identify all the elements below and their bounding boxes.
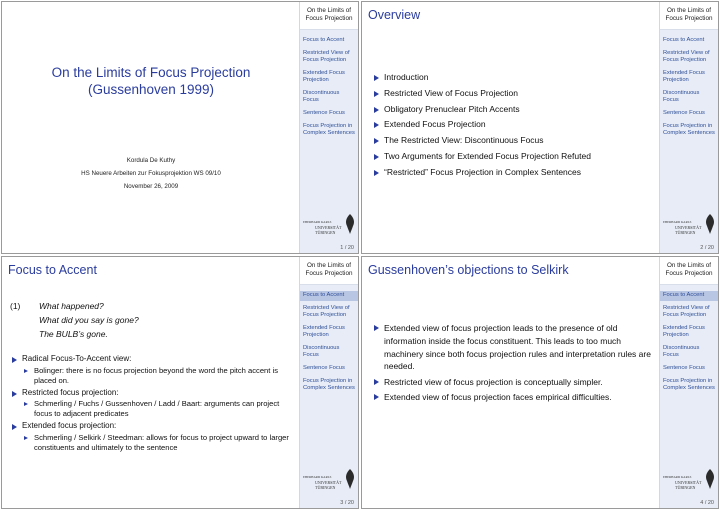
slide-2: [361, 1, 719, 254]
institution: HS Neuere Arbeiten zur Fokusprojektion WS 09/10: [81, 170, 221, 177]
slide-4-content: [362, 257, 660, 508]
logo-text-line2: UNIVERSITÄT: [315, 225, 342, 230]
slide-2-content: [362, 2, 660, 253]
sidebar-item-extended-focus[interactable]: Extended Focus Projection: [663, 70, 705, 83]
slide-1-content: [2, 2, 300, 253]
sidebar-title-line1: On the Limits of: [666, 7, 712, 14]
university-logo: [663, 213, 717, 239]
slide-4: [361, 256, 719, 509]
overview-list: [372, 72, 591, 183]
sidebar-title-line1: On the Limits of: [306, 262, 352, 269]
overview-item[interactable]: “Restricted” Focus Projection in Complex Sentences: [372, 167, 591, 177]
list-item: Extended view of focus projection faces empirical difficulties.: [372, 391, 654, 404]
sidebar-title-line2: Focus Projection: [665, 14, 713, 22]
page-number: 1 / 20: [340, 245, 354, 251]
overview-item[interactable]: Introduction: [372, 72, 591, 82]
university-seal-icon: [703, 213, 717, 235]
list-item: [10, 421, 292, 453]
sidebar-header[interactable]: [660, 2, 718, 30]
presentation-title: [2, 64, 300, 98]
page-number: 4 / 20: [700, 500, 714, 506]
overview-item[interactable]: The Restricted View: Discontinuous Focus: [372, 135, 591, 145]
sidebar-item-sentence-focus[interactable]: Sentence Focus: [303, 110, 345, 116]
overview-item[interactable]: Two Arguments for Extended Focus Projection Refuted: [372, 151, 591, 161]
university-seal-icon: [343, 213, 357, 235]
sidebar-title-line2: Focus Projection: [305, 269, 353, 277]
list-item: Extended view of focus projection leads to the presence of old information inside the focus constituent. This leads to too much machinery since both focus projection rules and interpretation rules are needed.: [372, 322, 654, 373]
slide-title: Focus to Accent: [8, 263, 97, 277]
sidebar-title-line2: Focus Projection: [305, 14, 353, 22]
slide-1: [1, 1, 359, 254]
sidebar-item-sentence-focus[interactable]: Sentence Focus: [663, 365, 705, 371]
sidebar-item-complex-sentences[interactable]: Focus Projection in Complex Sentences: [303, 123, 355, 136]
logo-text-line3: TÜBINGEN: [315, 230, 336, 235]
logo-text-line3: TÜBINGEN: [675, 230, 696, 235]
sidebar-item-complex-sentences[interactable]: Focus Projection in Complex Sentences: [663, 378, 715, 391]
objections-list: [372, 322, 654, 406]
sidebar-nav: [659, 257, 718, 508]
sidebar-header[interactable]: [300, 257, 358, 285]
list-item: [10, 388, 292, 420]
sidebar-item-sentence-focus[interactable]: Sentence Focus: [303, 365, 345, 371]
logo-text-line1: EBERHARD KARLS: [663, 220, 692, 224]
logo-text-line2: UNIVERSITÄT: [675, 225, 702, 230]
list-item-text: Extended focus projection:: [22, 421, 117, 430]
sidebar-title-line1: On the Limits of: [666, 262, 712, 269]
sidebar-item-extended-focus[interactable]: Extended Focus Projection: [663, 325, 705, 338]
sidebar-nav: [299, 257, 358, 508]
sidebar-title-line1: On the Limits of: [306, 7, 352, 14]
sidebar-title-line2: Focus Projection: [665, 269, 713, 277]
sidebar-item-focus-to-accent[interactable]: Focus to Accent: [303, 37, 345, 43]
list-item-text: Radical Focus-To-Accent view:: [22, 354, 132, 363]
sidebar-item-discontinuous-focus[interactable]: Discontinuous Focus: [663, 345, 700, 358]
sidebar-item-complex-sentences[interactable]: Focus Projection in Complex Sentences: [663, 123, 715, 136]
sidebar-item-discontinuous-focus[interactable]: Discontinuous Focus: [303, 345, 340, 358]
university-seal-icon: [343, 468, 357, 490]
slide-title: Overview: [368, 8, 421, 22]
sidebar-item-discontinuous-focus[interactable]: Discontinuous Focus: [303, 90, 340, 103]
overview-item[interactable]: Obligatory Prenuclear Pitch Accents: [372, 104, 591, 114]
sidebar-nav: [659, 2, 718, 253]
sub-list-item: Schmerling / Selkirk / Steedman: allows for focus to project upward to larger constituents and ultimately to the sentence: [22, 433, 292, 453]
slide-3-content: [2, 257, 300, 508]
sub-list-item: Bolinger: there is no focus projection beyond the word the pitch accent is placed on.: [22, 366, 292, 386]
sub-list-item: Schmerling / Fuchs / Gussenhoven / Ladd / Baart: arguments can project focus to adjacent predicates: [22, 399, 292, 419]
sidebar-header[interactable]: [300, 2, 358, 30]
page-number: 3 / 20: [340, 500, 354, 506]
list-item: [10, 354, 292, 386]
logo-text-line2: UNIVERSITÄT: [675, 480, 702, 485]
university-logo: [303, 213, 357, 239]
sidebar-item-restricted-view[interactable]: Restricted View of Focus Projection: [663, 305, 710, 318]
presentation-title-line2: (Gussenhoven 1999): [87, 82, 215, 97]
presentation-title-line1: On the Limits of Focus Projection: [51, 65, 251, 80]
sidebar-item-focus-to-accent[interactable]: Focus to Accent: [300, 291, 358, 301]
date: November 26, 2009: [123, 183, 179, 190]
sidebar-item-focus-to-accent[interactable]: Focus to Accent: [663, 37, 705, 43]
university-logo: [303, 468, 357, 494]
focus-views-list: [10, 354, 292, 455]
sidebar-item-discontinuous-focus[interactable]: Discontinuous Focus: [663, 90, 700, 103]
example-line: What did you say is gone?: [39, 315, 139, 325]
sidebar-item-restricted-view[interactable]: Restricted View of Focus Projection: [303, 305, 350, 318]
sidebar-item-sentence-focus[interactable]: Sentence Focus: [663, 110, 705, 116]
logo-text-line2: UNIVERSITÄT: [315, 480, 342, 485]
overview-item[interactable]: Extended Focus Projection: [372, 119, 591, 129]
university-seal-icon: [703, 468, 717, 490]
logo-text-line1: EBERHARD KARLS: [303, 220, 332, 224]
page-number: 2 / 20: [700, 245, 714, 251]
list-item-text: Restricted focus projection:: [22, 387, 119, 397]
sidebar-item-extended-focus[interactable]: Extended Focus Projection: [303, 70, 345, 83]
sidebar-item-focus-to-accent[interactable]: Focus to Accent: [660, 291, 718, 301]
overview-item[interactable]: Restricted View of Focus Projection: [372, 88, 591, 98]
sidebar-nav: [299, 2, 358, 253]
sidebar-header[interactable]: [660, 257, 718, 285]
example-line: What happened?: [39, 301, 104, 311]
slide-3: [1, 256, 359, 509]
logo-text-line3: TÜBINGEN: [675, 485, 696, 490]
slide-title: Gussenhoven’s objections to Selkirk: [368, 263, 569, 277]
logo-text-line3: TÜBINGEN: [315, 485, 336, 490]
sidebar-item-restricted-view[interactable]: Restricted View of Focus Projection: [303, 50, 350, 63]
logo-text-line1: EBERHARD KARLS: [663, 475, 692, 479]
list-item: Restricted view of focus projection is conceptually simpler.: [372, 376, 654, 389]
sidebar-item-restricted-view[interactable]: Restricted View of Focus Projection: [663, 50, 710, 63]
example-number: (1): [10, 301, 21, 311]
sidebar-item-extended-focus[interactable]: Extended Focus Projection: [303, 325, 345, 338]
logo-text-line1: EBERHARD KARLS: [303, 475, 332, 479]
sidebar-item-complex-sentences[interactable]: Focus Projection in Complex Sentences: [303, 378, 355, 391]
example-line: The BULB’s gone.: [39, 329, 108, 339]
author: Kordula De Kuthy: [126, 157, 176, 164]
university-logo: [663, 468, 717, 494]
